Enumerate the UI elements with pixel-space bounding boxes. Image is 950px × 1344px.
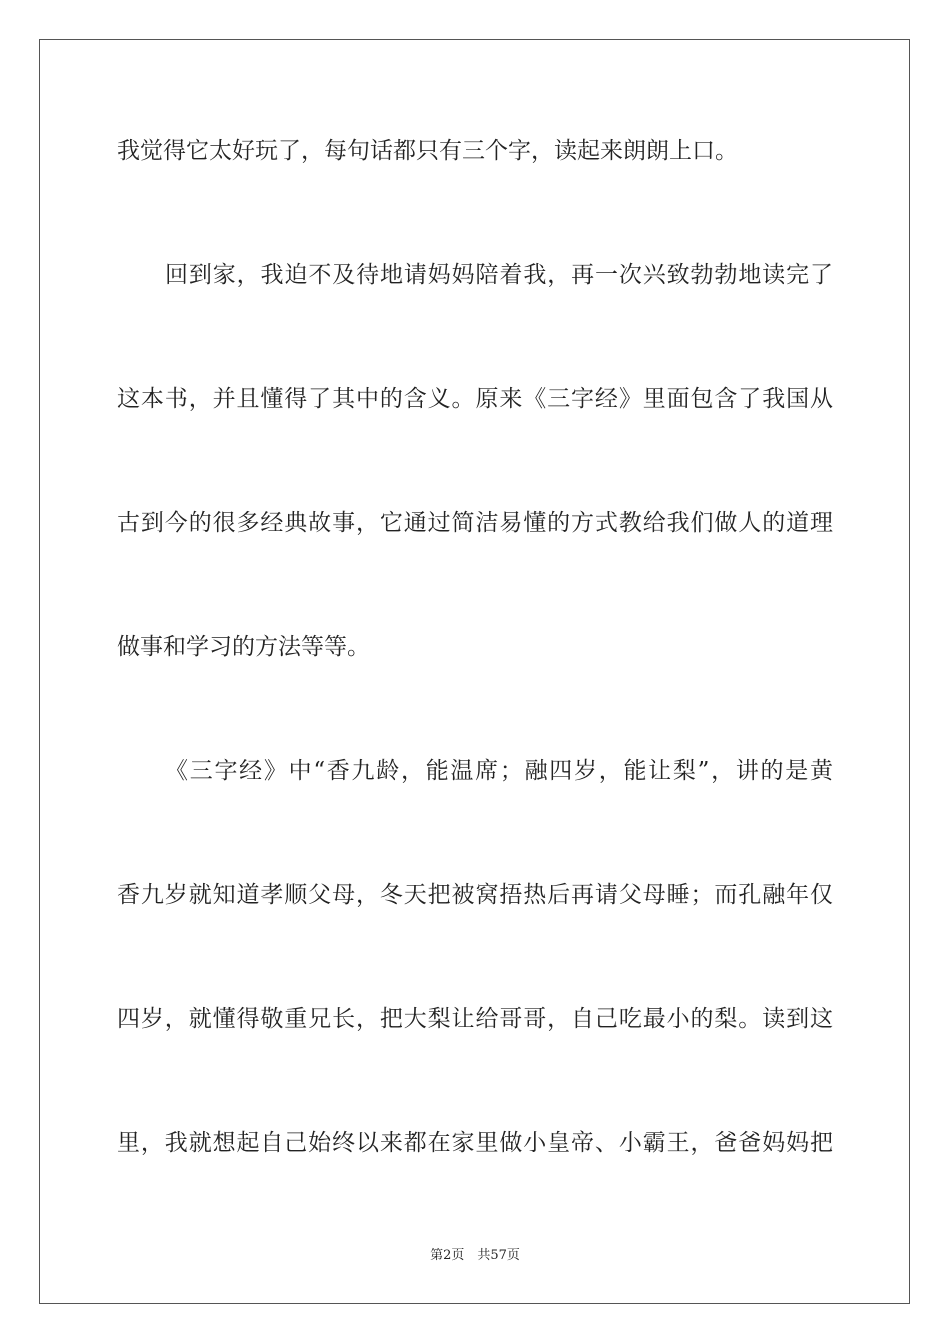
text-line-3: 这本书，并且懂得了其中的含义。原来《三字经》里面包含了我国从 [117, 386, 833, 412]
text-line-4: 古到今的很多经典故事，它通过简洁易懂的方式教给我们做人的道理 [117, 510, 833, 536]
page-number: 第2页 共57页 [430, 1248, 520, 1263]
text-line-6: 《三字经》中“香九龄，能温席；融四岁，能让梨”，讲的是黄 [165, 758, 833, 784]
text-line-7: 香九岁就知道孝顺父母，冬天把被窝捂热后再请父母睡；而孔融年仅 [117, 882, 833, 908]
text-line-1: 我觉得它太好玩了，每句话都只有三个字，读起来朗朗上口。 [117, 138, 738, 164]
page-border [39, 39, 910, 1304]
text-line-2: 回到家，我迫不及待地请妈妈陪着我，再一次兴致勃勃地读完了 [165, 262, 833, 288]
text-line-9: 里，我就想起自己始终以来都在家里做小皇帝、小霸王，爸爸妈妈把 [117, 1130, 833, 1156]
text-line-5: 做事和学习的方法等等。 [117, 634, 370, 660]
text-line-8: 四岁，就懂得敬重兄长，把大梨让给哥哥，自己吃最小的梨。读到这 [117, 1006, 833, 1032]
